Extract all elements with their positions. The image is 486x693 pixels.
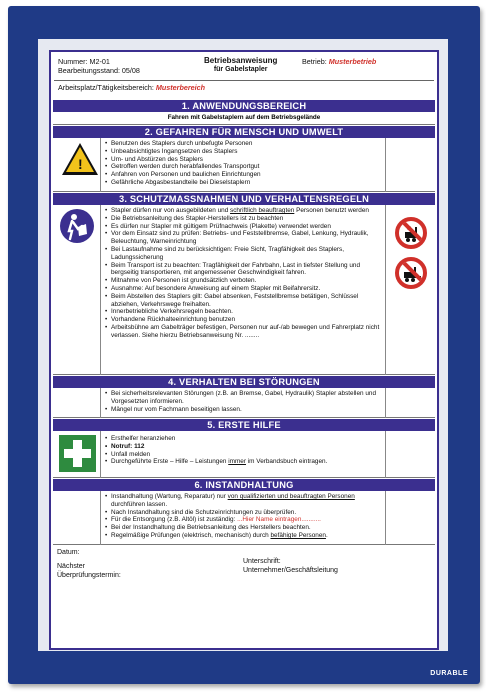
section-heading-5: 5. ERSTE HILFE bbox=[53, 419, 435, 431]
column-divider bbox=[100, 138, 101, 192]
next-review-label-1: Nächster bbox=[57, 563, 86, 570]
date-label: Datum: bbox=[57, 549, 80, 556]
list-item: • Unfall melden bbox=[105, 451, 383, 459]
doc-revision: Bearbeitungsstand: 05/08 bbox=[58, 66, 140, 75]
list-item: • Getroffen werden durch herabfallendes Transportgut bbox=[105, 163, 261, 171]
maintenance-list bbox=[105, 493, 383, 540]
doc-number: Nummer: M2-01 bbox=[58, 57, 110, 66]
list-item: • Gefährliche Abgasbestandteile bei Dieselstaplern bbox=[105, 179, 261, 187]
list-item: • Arbeitsbühne am Gabelträger befestigen, Personen nur auf-/ab bewegen und Fahrerplatz nicht verlassen. Siehe hierzu Betriebsanweisung Nr. ........ bbox=[105, 324, 383, 340]
workplace-value: Musterbereich bbox=[155, 83, 206, 92]
first-aid-list bbox=[105, 435, 383, 466]
empty-icon-cell bbox=[385, 138, 436, 192]
malfunction-list bbox=[105, 390, 383, 413]
list-item: • Ersthelfer heranziehen bbox=[105, 435, 383, 443]
first-aid-icon bbox=[59, 435, 96, 472]
header-divider bbox=[54, 80, 434, 81]
measures-list bbox=[105, 207, 383, 340]
list-item: • Ausnahme: Auf besondere Anweisung auf einem Stapler mit Beifahrersitz. bbox=[105, 285, 383, 293]
section-heading-3: 3. SCHUTZMASSNAHMEN UND VERHALTENSREGELN bbox=[53, 193, 435, 205]
warning-triangle-icon: ! bbox=[62, 143, 98, 175]
doc-title bbox=[204, 56, 277, 74]
empty-icon-cell bbox=[385, 491, 436, 545]
hazard-icon-cell bbox=[55, 138, 97, 192]
list-item: • Vorhandene Rückhalteeinrichtung benutzen bbox=[105, 316, 383, 324]
list-item: • Es dürfen nur Stapler mit gültigem Prüfnachweis (Plakette) verwendet werden bbox=[105, 223, 383, 231]
list-item: • Die Betriebsanleitung des Stapler-Herstellers ist zu beachten bbox=[105, 215, 383, 223]
mandatory-icon-cell bbox=[55, 205, 97, 375]
company bbox=[302, 57, 376, 66]
list-item: • Bei Lastaufnahme sind zu berücksichtigen: Freie Sicht, Tragfähigkeit des Staplers, Ladungssicherung bbox=[105, 246, 383, 262]
list-item: • Regelmäßige Prüfungen (elektrisch, mechanisch) durch befähigte Personen. bbox=[105, 532, 383, 540]
workplace-label: Arbeitsplatz/Tätigkeitsbereich: bbox=[58, 83, 154, 92]
list-item: • Mängel nur vom Fachmann beseitigen lassen. bbox=[105, 406, 383, 414]
list-item: • Stapler dürfen nur von ausgebildeten und schriftlich beauftragten Personen benutzt werden bbox=[105, 207, 383, 215]
brand-logo: DURABLE bbox=[430, 670, 468, 677]
section-body-1 bbox=[53, 112, 435, 125]
list-item: • Benutzen des Staplers durch unbefugte Personen bbox=[105, 140, 261, 148]
doc-title-main: Betriebsanweisung bbox=[204, 56, 278, 65]
instruction-sheet bbox=[49, 50, 439, 650]
column-divider bbox=[100, 431, 101, 478]
list-item: • Anfahren von Personen und baulichen Einrichtungen bbox=[105, 171, 261, 179]
empty-icon-cell bbox=[385, 431, 436, 478]
next-review-label-2: Überprüfungstermin: bbox=[57, 572, 121, 579]
no-passengers-icon bbox=[395, 217, 427, 249]
list-item: • Vor dem Einsatz sind zu prüfen: Betriebs- und Feststellbremse, Gabel, Lenkung, Hydraulik, Beleuchtung, Warneinrichtung bbox=[105, 230, 383, 246]
section-heading-4: 4. VERHALTEN BEI STÖRUNGEN bbox=[53, 376, 435, 388]
empty-icon-cell bbox=[385, 388, 436, 418]
next-review bbox=[57, 562, 121, 580]
instruction-manual-icon bbox=[60, 209, 94, 243]
list-item: • Bei der Instandhaltung die Betriebsanleitung des Herstellers beachten. bbox=[105, 524, 383, 532]
section-heading-6: 6. INSTANDHALTUNG bbox=[53, 479, 435, 491]
list-item: • Um- und Abstürzen des Staplers bbox=[105, 156, 261, 164]
section-body-2 bbox=[53, 138, 435, 192]
list-item: • Mitnahme von Personen ist grundsätzlich verboten. bbox=[105, 277, 383, 285]
column-divider bbox=[100, 205, 101, 375]
signature-label: Unterschrift: bbox=[243, 558, 281, 565]
header-meta bbox=[58, 57, 140, 75]
list-item: • Beim Abstellen des Staplers gilt: Gabel absenken, Feststellbremse betätigen, Schlüssel abziehen, Verkehrswege freihalten. bbox=[105, 293, 383, 309]
section-body-4 bbox=[53, 388, 435, 418]
section-heading-1: 1. ANWENDUNGSBEREICH bbox=[53, 100, 435, 112]
company-value: Musterbetrieb bbox=[328, 57, 377, 66]
section-heading-2: 2. GEFAHREN FÜR MENSCH UND UMWELT bbox=[53, 126, 435, 138]
first-aid-icon-cell bbox=[55, 431, 97, 478]
list-item: • Notruf: 112 bbox=[105, 443, 383, 451]
list-item: • Für die Entsorgung (z.B. Altöl) ist zuständig: ...Hier Name eintragen........... bbox=[105, 516, 383, 524]
doc-subtitle: für Gabelstapler bbox=[213, 66, 268, 73]
section-body-5 bbox=[53, 431, 435, 478]
section-body-3 bbox=[53, 205, 435, 375]
list-item: • Nach Instandhaltung sind die Schutzeinrichtungen zu überprüfen. bbox=[105, 509, 383, 517]
hazard-list bbox=[105, 140, 261, 187]
column-divider bbox=[100, 388, 101, 418]
signature bbox=[243, 557, 338, 575]
list-item: • Instandhaltung (Wartung, Reparatur) nur von qualifizierten und beauftragten Personen durchführen lassen. bbox=[105, 493, 383, 509]
no-forklift-icon bbox=[395, 257, 427, 289]
list-item: • Innerbetriebliche Verkehrsregeln beachten. bbox=[105, 308, 383, 316]
column-divider bbox=[100, 491, 101, 545]
prohibition-icon-cell bbox=[385, 205, 436, 375]
section-body-6 bbox=[53, 491, 435, 545]
list-item: • Unbeabsichtigtes Ingangsetzen des Staplers bbox=[105, 148, 261, 156]
list-item: • Bei sicherheitsrelevanten Störungen (z.B. an Bremse, Gabel, Hydraulik) Stapler abstellen und Vorgesetzten informieren. bbox=[105, 390, 383, 406]
list-item: • Durchgeführte Erste – Hilfe – Leistungen immer im Verbandsbuch eintragen. bbox=[105, 458, 383, 466]
company-label: Betrieb: bbox=[302, 57, 327, 66]
signature-role: Unternehmer/Geschäftsleitung bbox=[243, 567, 338, 574]
scope-text: Fahren mit Gabelstaplern auf dem Betriebsgelände bbox=[167, 114, 321, 121]
list-item: • Beim Transport ist zu beachten: Tragfähigkeit der Fahrbahn, Last in tiefster Stellung und bergseitig transportieren, mit angemessener Geschwindigkeit fahren. bbox=[105, 262, 383, 278]
workplace bbox=[58, 83, 205, 92]
